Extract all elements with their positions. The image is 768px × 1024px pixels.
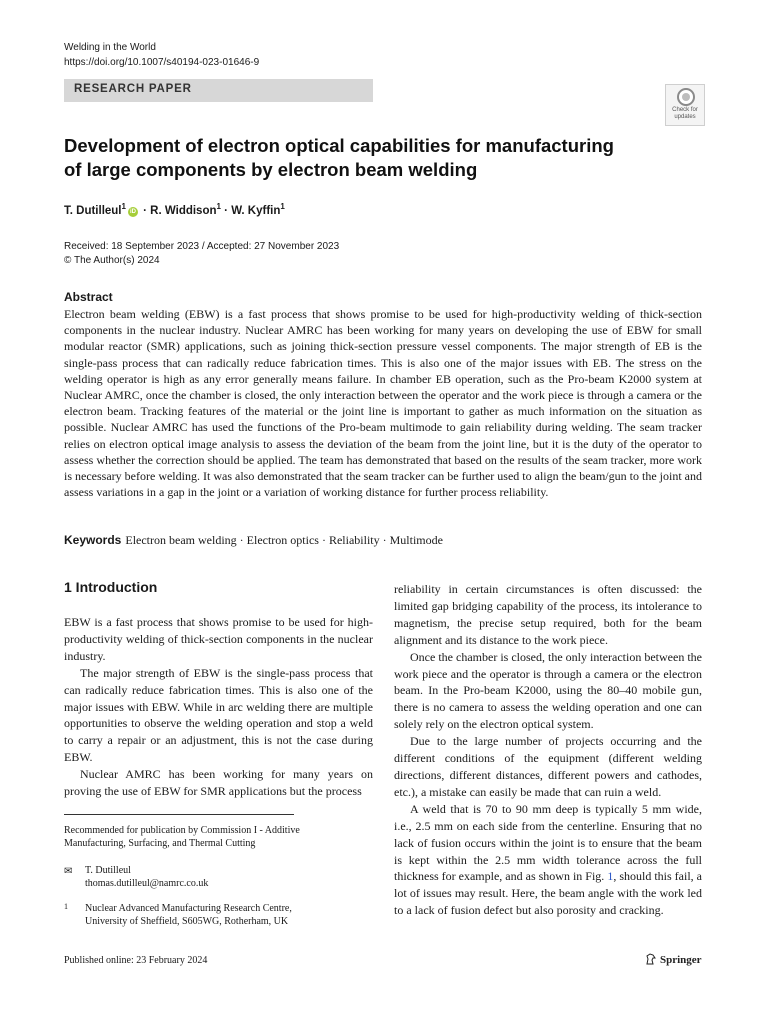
paragraph: Once the chamber is closed, the only interaction between the work piece and the operator is through a camera or the electron beam. In the Pro-beam K2000, using the 80–40 mobile gun, there is no camera to assess the welding operation and one can solely rely on the electron optical system. <box>394 649 702 732</box>
article-type-banner <box>64 79 373 102</box>
author-2-affiliation: 1 <box>216 202 221 211</box>
paragraph <box>394 801 702 919</box>
author-3[interactable]: · W. Kyffin <box>220 204 281 217</box>
doi-link[interactable]: https://doi.org/10.1007/s40194-023-01646-9 <box>64 57 260 68</box>
article-dates <box>64 240 339 268</box>
corresponding-name: T. Dutilleul <box>85 865 131 876</box>
publisher-logo <box>645 953 702 966</box>
title-line-1: Development of electron optical capabilities for manufacturing <box>64 135 614 156</box>
corresponding-email[interactable]: thomas.dutilleul@namrc.co.uk <box>85 878 209 889</box>
check-updates-text-2: updates <box>674 114 696 120</box>
affiliation-number: 1 <box>64 902 68 911</box>
springer-horse-icon <box>645 953 657 965</box>
author-1-affiliation: 1 <box>121 202 126 211</box>
check-updates-icon <box>677 88 695 106</box>
publisher-name: Springer <box>660 954 702 966</box>
abstract-heading: Abstract <box>64 290 113 304</box>
title-line-2: of large components by electron beam welding <box>64 159 478 180</box>
figure-reference-link[interactable]: 1 <box>607 869 614 884</box>
keywords-label: Keywords <box>64 533 122 547</box>
footnote-divider <box>64 814 294 815</box>
author-3-affiliation: 1 <box>280 202 285 211</box>
check-updates-text-1: Check for <box>672 107 698 113</box>
envelope-icon: ✉ <box>64 866 73 877</box>
paper-title <box>64 134 624 182</box>
keywords-line <box>64 533 443 548</box>
author-list <box>64 202 285 217</box>
received-accepted: Received: 18 September 2023 / Accepted: 27 November 2023 <box>64 241 340 252</box>
recommendation-note: Recommended for publication by Commission I - Additive Manufacturing, Surfacing, and Thermal Cutting <box>64 825 300 849</box>
journal-name: Welding in the World <box>64 42 156 53</box>
affiliation-line-1: Nuclear Advanced Manufacturing Research Centre, <box>85 903 292 914</box>
right-column <box>394 581 702 919</box>
paragraph: reliability in certain circumstances is often discussed: the limited gap bridging capability of the process, its intolerance to magnetism, the precise setup required, both for the beam alignment and its distance to the work piece. <box>394 582 702 647</box>
published-online: Published online: 23 February 2024 <box>64 955 208 966</box>
paragraph: EBW is a fast process that shows promise to be used for high-productivity welding of thick-section components in the nuclear industry. <box>64 615 373 663</box>
section-heading: 1 Introduction <box>64 579 158 595</box>
paragraph: The major strength of EBW is the single-pass process that can radically reduce fabrication times. This is also one of the major issues with EBW. While in arc welding there are multiple opportunities to observe the welding operation and stop a weld to carry a repair or an adjustment, this is not the case during EBW. <box>64 665 373 765</box>
copyright: © The Author(s) 2024 <box>64 255 160 266</box>
check-for-updates-badge[interactable] <box>665 84 705 126</box>
keywords-text: Electron beam welding · Electron optics · Reliability · Multimode <box>125 533 443 547</box>
author-2[interactable]: · R. Widdison <box>139 204 217 217</box>
affiliation-line-2: University of Sheffield, S605WG, Rotherham, UK <box>85 916 289 927</box>
author-1[interactable]: T. Dutilleul <box>64 204 122 217</box>
paragraph-text: A weld that is 70 to 90 mm deep is typically 5 mm wide, i.e., 2.5 mm on each side from the centerline. Ensuring that no lack of fusion occurs within the joint is to ensure that the beam is kept within the 2.5 mm width tolerance across the full thickness for example, and as shown in Fig. <box>394 801 702 884</box>
abstract-text: Electron beam welding (EBW) is a fast process that shows promise to be used for high-productivity welding of thick-section components in the nuclear industry. Nuclear AMRC has been working for many years on developing the use of EBW for small modular reactor (SMR) applications, such as joining thick-section pressure vessel components. The major strength of EB is the single-pass process that can radically reduce fabrication times. This is also one of the major issues with EB. The stress on the welding operator is high as any error generally means failure. In chamber EB operation, such as the Pro-beam K2000 system at Nuclear AMRC, once the chamber is closed, the only interaction between the operator and the work piece is through a camera or the electron beam. Tracking features of the material or the joint line is important to gather as much information on the situation as possible. Nuclear AMRC has used the functions of the Pro-beam multimode to gain reliability during welding. The seam tracker relies on electron optical image analysis to assess the deviation of the beam from the joint line, but it is the duty of the operator to assess whether the correction should be applied. The team has demonstrated that based on the results of the seam tracker, more work is necessary before welding. It was also demonstrated that the seam tracker can be further used to align the beam/gun to the joint and assess variations in a gap in the joint or a variation of working distance for further process reliability. <box>64 307 702 500</box>
article-type-label: RESEARCH PAPER <box>74 83 192 95</box>
left-column <box>64 614 373 800</box>
orcid-icon[interactable]: iD <box>129 208 136 215</box>
paragraph: Due to the large number of projects occurring and the different conditions of the equipment (different welding directions, different distances, different powers and cathodes, etc.), a mistake can easily be made that can ruin a weld. <box>394 734 702 799</box>
journal-header <box>64 40 259 70</box>
paragraph: Nuclear AMRC has been working for many years on proving the use of EBW for SMR applications but the process <box>64 767 373 799</box>
paragraph-text: , should this fail, a lot of issues may result. Here, the beam angle with the work led to a lack of fusion defect but also porosity and cracking. <box>394 869 702 918</box>
